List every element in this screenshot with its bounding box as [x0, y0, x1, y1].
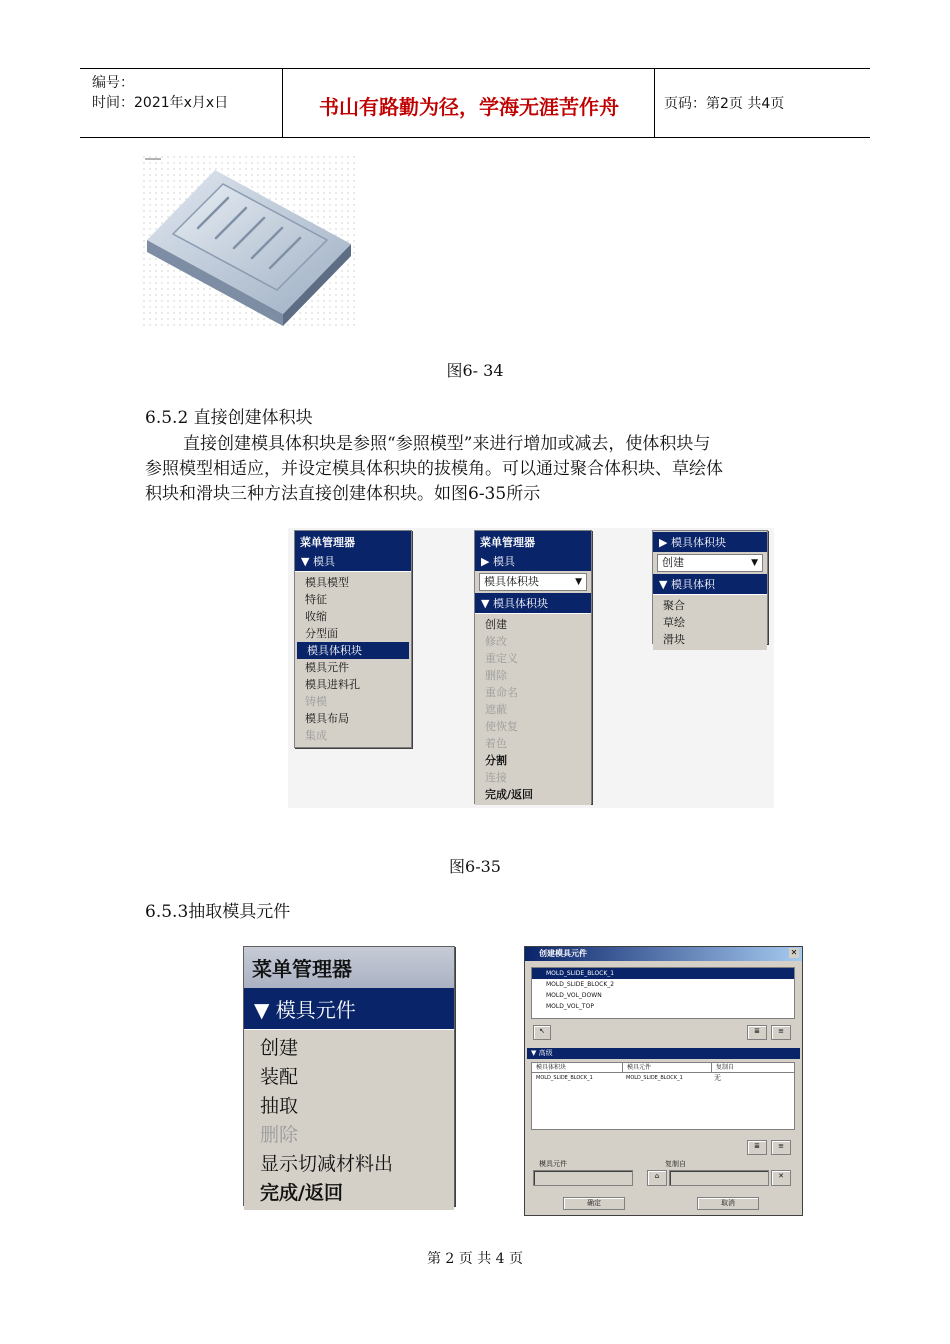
create-component-dialog: [524, 946, 803, 1216]
dialog-title: 创建模具元件: [539, 949, 587, 958]
menu-item[interactable]: 模具布局: [305, 712, 349, 725]
chevron-down-icon: ▼: [575, 577, 582, 587]
component-field[interactable]: [533, 1170, 633, 1186]
menu-combo[interactable]: [657, 554, 763, 572]
combo-value: 模具体积块: [484, 575, 539, 588]
menu-item-disabled: 修改: [485, 635, 507, 648]
figure-caption: 图6-35: [449, 857, 501, 876]
menu-title: 菜单管理器: [244, 947, 454, 988]
menu-item[interactable]: 创建: [485, 618, 507, 631]
menu-item-selected[interactable]: 模具体积块: [297, 642, 409, 659]
table-cell: 无: [714, 1074, 721, 1082]
menu-title: 菜单管理器: [295, 531, 411, 551]
menu-section-mold[interactable]: ▶ 模具: [475, 551, 591, 571]
select-all-button[interactable]: ≣: [747, 1025, 767, 1040]
component-label: 模具元件: [539, 1160, 567, 1168]
menu-item-disabled: 遮蔽: [485, 703, 507, 716]
header-motto: 书山有路勤为径，学海无涯苦作舟: [319, 95, 619, 119]
menu-item-disabled: 铸模: [305, 695, 327, 708]
menu-item[interactable]: 特征: [305, 593, 327, 606]
list-item[interactable]: MOLD_SLIDE_BLOCK_2: [546, 981, 615, 988]
list-item[interactable]: MOLD_VOL_TOP: [546, 1003, 594, 1010]
menu-item-disabled: 重定义: [485, 652, 518, 665]
menu-item[interactable]: 分割: [485, 754, 507, 767]
menu-item[interactable]: 创建: [260, 1037, 299, 1059]
header-time: 时间：2021年x月x日: [92, 95, 229, 111]
menu-item[interactable]: 聚合: [663, 599, 685, 612]
cancel-button[interactable]: 取消: [697, 1197, 759, 1210]
menu-section-volume[interactable]: ▶ 模具体积块: [653, 532, 767, 552]
paragraph-line: 参照模型相适应，并设定模具体积块的拔模角。可以通过聚合体积块、草绘体: [145, 459, 723, 479]
section-heading: 6.5.2 直接创建体积块: [145, 408, 313, 428]
menu-section-volume[interactable]: ▼ 模具体积块: [475, 593, 591, 613]
menu-item-disabled: 删除: [260, 1124, 299, 1146]
menu-item[interactable]: 显示切减材料出: [260, 1153, 394, 1175]
column-header: 复制自: [716, 1064, 735, 1071]
menu-item-disabled: 连接: [485, 771, 507, 784]
menu-item-disabled: 着色: [485, 737, 507, 750]
chevron-down-icon: ▼: [751, 558, 758, 568]
menu-item-disabled: 集成: [305, 729, 327, 742]
menu-item-done[interactable]: 完成/返回: [260, 1182, 343, 1204]
menu-item[interactable]: 模具元件: [305, 661, 349, 674]
menu-manager-create-volume: [652, 530, 768, 644]
menu-manager-component: [243, 946, 455, 1206]
list-item[interactable]: MOLD_VOL_DOWN: [546, 992, 602, 999]
table-cell: MOLD_SLIDE_BLOCK_1: [626, 1075, 683, 1081]
menu-item[interactable]: 装配: [260, 1066, 299, 1088]
menu-title: 菜单管理器: [475, 531, 591, 551]
volume-list[interactable]: [531, 967, 795, 1019]
dialog-titlebar: [525, 947, 802, 961]
menu-item[interactable]: 模具模型: [305, 576, 349, 589]
page-header: [80, 68, 870, 138]
page-footer: 第 2 页 共 4 页: [426, 1251, 524, 1267]
menu-item[interactable]: 滑块: [663, 633, 685, 646]
table-header: [532, 1063, 794, 1073]
menu-item-disabled: 删除: [485, 669, 507, 682]
paragraph-line: 直接创建模具体积块是参照“参照模型”来进行增加或减去，使体积块与: [183, 434, 711, 454]
menu-section-mold[interactable]: ▼ 模具: [295, 551, 411, 571]
list-item[interactable]: MOLD_SLIDE_BLOCK_1: [532, 968, 794, 979]
header-page: 页码：第2页 共4页: [664, 96, 785, 112]
section-heading: 6.5.3抽取模具元件: [145, 902, 291, 922]
menu-item[interactable]: 抽取: [260, 1095, 299, 1117]
menu-section-component[interactable]: ▼ 模具元件: [244, 988, 454, 1029]
mold-model-image: [143, 156, 355, 328]
menu-item[interactable]: 草绘: [663, 616, 685, 629]
menu-section-volume-create[interactable]: ▼ 模具体积: [653, 574, 767, 594]
deselect-all-button[interactable]: ≡: [771, 1140, 791, 1155]
menu-item-disabled: 使恢复: [485, 720, 518, 733]
table-row[interactable]: [532, 1073, 794, 1084]
paragraph-line: 积块和滑块三种方法直接创建体积块。如图6-35所示: [145, 484, 541, 504]
combo-value: 创建: [662, 556, 684, 569]
close-icon[interactable]: ✕: [790, 948, 798, 957]
clear-icon[interactable]: ✕: [771, 1170, 791, 1186]
menu-item[interactable]: 收缩: [305, 610, 327, 623]
folder-icon[interactable]: ⌂: [647, 1170, 667, 1186]
column-header: 模具体积块: [532, 1063, 623, 1072]
copy-from-label: 复制自: [665, 1160, 686, 1168]
figure-caption: 图6- 34: [446, 361, 504, 380]
menu-item[interactable]: 分型面: [305, 627, 338, 640]
header-meta: [92, 73, 228, 113]
deselect-all-button[interactable]: ≡: [771, 1025, 791, 1040]
menu-manager-mold: [294, 530, 412, 748]
menu-item[interactable]: 模具进料孔: [305, 678, 360, 691]
advanced-section[interactable]: ▼ 高级: [527, 1048, 800, 1059]
select-arrow-button[interactable]: ↖: [533, 1025, 551, 1040]
component-table: [531, 1062, 795, 1130]
menu-manager-volume: [474, 530, 592, 804]
select-all-button[interactable]: ≣: [747, 1140, 767, 1155]
column-header: 模具元件: [623, 1063, 712, 1072]
menu-item-disabled: 重命名: [485, 686, 518, 699]
header-number: 编号：: [92, 75, 134, 91]
copy-from-field[interactable]: [669, 1170, 769, 1186]
menu-item-done[interactable]: 完成/返回: [485, 788, 534, 801]
ok-button[interactable]: 确定: [563, 1197, 625, 1210]
menu-combo[interactable]: [479, 573, 587, 591]
table-cell: MOLD_SLIDE_BLOCK_1: [536, 1075, 593, 1081]
